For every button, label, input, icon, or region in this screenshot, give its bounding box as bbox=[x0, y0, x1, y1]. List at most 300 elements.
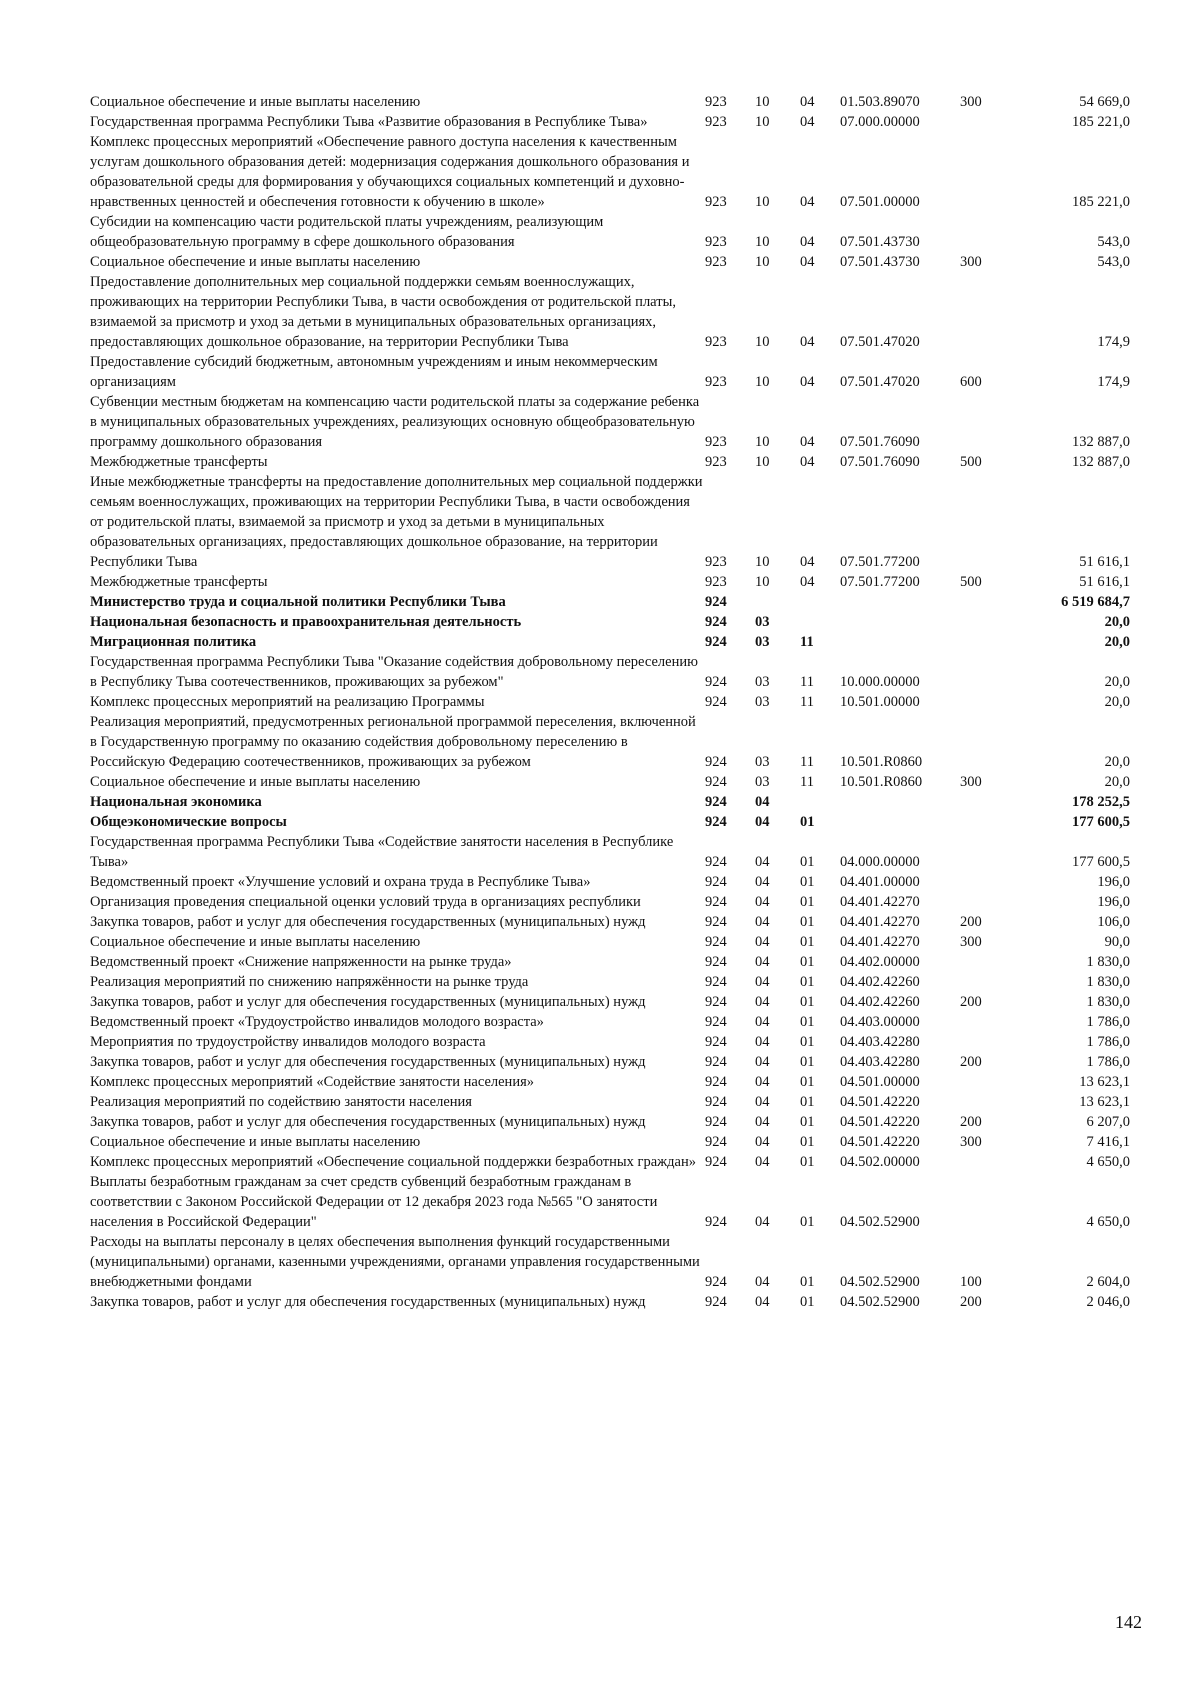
row-target-article: 07.501.77200 bbox=[840, 554, 920, 570]
table-row bbox=[90, 1112, 1130, 1132]
row-grbs-code: 923 bbox=[705, 374, 727, 390]
row-subsection-code: 01 bbox=[800, 1074, 815, 1090]
row-section-code: 04 bbox=[755, 1154, 770, 1170]
row-grbs-code: 924 bbox=[705, 934, 727, 950]
row-subsection-code: 01 bbox=[800, 914, 815, 930]
row-subsection-code: 04 bbox=[800, 574, 815, 590]
row-subsection-code: 11 bbox=[800, 674, 814, 690]
row-target-article: 10.501.R0860 bbox=[840, 774, 923, 790]
row-name: Ведомственный проект «Улучшение условий и охрана труда в Республике Тыва» bbox=[90, 874, 591, 890]
row-amount: 196,0 bbox=[1097, 874, 1130, 890]
row-section-code: 10 bbox=[755, 374, 770, 390]
row-target-article: 04.502.52900 bbox=[840, 1274, 920, 1290]
row-expense-type bbox=[960, 1072, 1010, 1092]
row-subsection-code bbox=[800, 612, 840, 632]
row-grbs-code: 924 bbox=[705, 1114, 727, 1130]
row-section-code: 10 bbox=[755, 554, 770, 570]
row-target-article: 04.401.42270 bbox=[840, 934, 920, 950]
row-target-article: 07.501.47020 bbox=[840, 374, 920, 390]
row-expense-type: 100 bbox=[960, 1274, 982, 1290]
row-expense-type bbox=[960, 712, 1010, 772]
row-target-article bbox=[840, 792, 960, 812]
row-grbs-code: 924 bbox=[705, 1014, 727, 1030]
row-name: Закупка товаров, работ и услуг для обеспечения государственных (муниципальных) нужд bbox=[90, 994, 646, 1010]
row-section-code: 04 bbox=[755, 854, 770, 870]
row-name: Национальная безопасность и правоохранительная деятельность bbox=[90, 614, 522, 630]
row-section-code bbox=[755, 592, 800, 612]
row-amount: 20,0 bbox=[1104, 614, 1130, 630]
row-grbs-code: 924 bbox=[705, 1034, 727, 1050]
table-row bbox=[90, 92, 1130, 112]
row-expense-type bbox=[960, 132, 1010, 212]
row-target-article: 04.502.52900 bbox=[840, 1294, 920, 1310]
row-name: Мероприятия по трудоустройству инвалидов молодого возраста bbox=[90, 1034, 486, 1050]
row-amount: 1 786,0 bbox=[1086, 1054, 1130, 1070]
row-grbs-code: 923 bbox=[705, 254, 727, 270]
row-name: Межбюджетные трансферты bbox=[90, 454, 268, 470]
row-name: Реализация мероприятий по снижению напряжённости на рынке труда bbox=[90, 974, 529, 990]
table-row bbox=[90, 1132, 1130, 1152]
row-subsection-code: 04 bbox=[800, 554, 815, 570]
row-subsection-code bbox=[800, 592, 840, 612]
row-expense-type bbox=[960, 1172, 1010, 1232]
row-amount: 7 416,1 bbox=[1086, 1134, 1130, 1150]
row-amount: 543,0 bbox=[1097, 234, 1130, 250]
row-section-code: 04 bbox=[755, 814, 770, 830]
table-row bbox=[90, 832, 1130, 872]
row-target-article: 04.401.42270 bbox=[840, 914, 920, 930]
row-name: Комплекс процессных мероприятий на реализацию Программы bbox=[90, 694, 485, 710]
table-row bbox=[90, 212, 1130, 252]
row-target-article: 07.000.00000 bbox=[840, 114, 920, 130]
row-grbs-code: 924 bbox=[705, 874, 727, 890]
row-section-code: 10 bbox=[755, 434, 770, 450]
row-grbs-code: 924 bbox=[705, 674, 727, 690]
row-target-article bbox=[840, 592, 960, 612]
row-target-article: 04.401.42270 bbox=[840, 894, 920, 910]
budget-table-body bbox=[90, 92, 1130, 1312]
row-expense-type bbox=[960, 792, 1010, 812]
row-amount: 20,0 bbox=[1104, 694, 1130, 710]
row-amount: 106,0 bbox=[1097, 914, 1130, 930]
row-subsection-code: 04 bbox=[800, 434, 815, 450]
row-expense-type bbox=[960, 112, 1010, 132]
row-amount: 20,0 bbox=[1104, 674, 1130, 690]
row-subsection-code bbox=[800, 792, 840, 812]
row-target-article: 04.502.52900 bbox=[840, 1214, 920, 1230]
row-target-article: 04.501.00000 bbox=[840, 1074, 920, 1090]
row-subsection-code: 01 bbox=[800, 1294, 815, 1310]
row-subsection-code: 01 bbox=[800, 934, 815, 950]
row-subsection-code: 01 bbox=[800, 1014, 815, 1030]
row-expense-type bbox=[960, 212, 1010, 252]
row-section-code: 10 bbox=[755, 114, 770, 130]
row-name: Миграционная политика bbox=[90, 634, 257, 650]
row-name: Комплекс процессных мероприятий «Содействие занятости населения» bbox=[90, 1074, 534, 1090]
row-section-code: 04 bbox=[755, 1274, 770, 1290]
row-target-article: 04.000.00000 bbox=[840, 854, 920, 870]
row-expense-type bbox=[960, 1012, 1010, 1032]
row-section-code: 04 bbox=[755, 894, 770, 910]
row-name: Государственная программа Республики Тыва «Развитие образования в Республике Тыва» bbox=[90, 114, 648, 130]
row-expense-type bbox=[960, 472, 1010, 572]
row-expense-type: 500 bbox=[960, 574, 982, 590]
row-amount: 174,9 bbox=[1097, 374, 1130, 390]
table-row bbox=[90, 1292, 1130, 1312]
row-amount: 185 221,0 bbox=[1072, 114, 1130, 130]
row-subsection-code: 01 bbox=[800, 1094, 815, 1110]
row-amount: 177 600,5 bbox=[1072, 814, 1130, 830]
row-subsection-code: 01 bbox=[800, 814, 815, 830]
row-amount: 20,0 bbox=[1104, 634, 1130, 650]
row-name: Предоставление субсидий бюджетным, автономным учреждениям и иным некоммерческим организациям bbox=[90, 354, 658, 390]
row-expense-type bbox=[960, 392, 1010, 452]
row-amount: 177 600,5 bbox=[1072, 854, 1130, 870]
row-amount: 196,0 bbox=[1097, 894, 1130, 910]
row-amount: 6 207,0 bbox=[1086, 1114, 1130, 1130]
row-amount: 20,0 bbox=[1104, 754, 1130, 770]
row-amount: 1 786,0 bbox=[1086, 1034, 1130, 1050]
table-row bbox=[90, 1072, 1130, 1092]
row-grbs-code: 924 bbox=[705, 814, 727, 830]
row-expense-type: 200 bbox=[960, 994, 982, 1010]
table-row bbox=[90, 992, 1130, 1012]
table-row bbox=[90, 712, 1130, 772]
row-grbs-code: 924 bbox=[705, 854, 727, 870]
row-name: Расходы на выплаты персоналу в целях обеспечения выполнения функций государственными (муниципальными) органами, казенными учреждениями, органами управления государственными внебюджетными фондами bbox=[90, 1234, 700, 1290]
row-target-article: 04.403.42280 bbox=[840, 1054, 920, 1070]
row-section-code: 04 bbox=[755, 1074, 770, 1090]
row-expense-type bbox=[960, 1032, 1010, 1052]
table-row bbox=[90, 652, 1130, 692]
row-amount: 54 669,0 bbox=[1079, 94, 1130, 110]
row-target-article: 07.501.76090 bbox=[840, 454, 920, 470]
row-target-article: 04.402.00000 bbox=[840, 954, 920, 970]
row-name: Социальное обеспечение и иные выплаты населению bbox=[90, 934, 421, 950]
row-target-article: 07.501.76090 bbox=[840, 434, 920, 450]
table-row bbox=[90, 792, 1130, 812]
row-name: Иные межбюджетные трансферты на предоставление дополнительных мер социальной поддержки семьям военнослужащих, проживающих на территории Республики Тыва, в части освобождения от родительской платы, взимаемой за присмотр и уход за детьми в муниципальных образовательных организациях, предоставляющих дошкольное образование, на территории Республики Тыва bbox=[90, 474, 703, 570]
row-section-code: 10 bbox=[755, 254, 770, 270]
row-amount: 543,0 bbox=[1097, 254, 1130, 270]
row-expense-type bbox=[960, 652, 1010, 692]
row-subsection-code: 01 bbox=[800, 894, 815, 910]
row-section-code: 10 bbox=[755, 94, 770, 110]
row-section-code: 04 bbox=[755, 1094, 770, 1110]
row-target-article: 10.501.R0860 bbox=[840, 754, 923, 770]
row-grbs-code: 923 bbox=[705, 234, 727, 250]
table-row bbox=[90, 932, 1130, 952]
row-amount: 90,0 bbox=[1104, 934, 1130, 950]
row-target-article: 10.501.00000 bbox=[840, 694, 920, 710]
row-section-code: 03 bbox=[755, 614, 770, 630]
table-row bbox=[90, 892, 1130, 912]
row-target-article: 07.501.43730 bbox=[840, 234, 920, 250]
row-section-code: 04 bbox=[755, 1294, 770, 1310]
row-section-code: 04 bbox=[755, 1214, 770, 1230]
row-section-code: 10 bbox=[755, 574, 770, 590]
row-subsection-code: 01 bbox=[800, 854, 815, 870]
row-target-article: 01.503.89070 bbox=[840, 94, 920, 110]
table-row bbox=[90, 272, 1130, 352]
table-row bbox=[90, 1032, 1130, 1052]
row-name: Предоставление дополнительных мер социальной поддержки семьям военнослужащих, проживающих на территории Республики Тыва, в части освобождения от родительской платы, взимаемой за присмотр и уход за детьми в муниципальных образовательных организациях, предоставляющих дошкольное образование, на территории Республики Тыва bbox=[90, 274, 676, 350]
row-name: Ведомственный проект «Трудоустройство инвалидов молодого возраста» bbox=[90, 1014, 544, 1030]
table-row bbox=[90, 572, 1130, 592]
table-row bbox=[90, 1012, 1130, 1032]
row-target-article: 04.401.00000 bbox=[840, 874, 920, 890]
row-grbs-code: 924 bbox=[705, 894, 727, 910]
table-row bbox=[90, 872, 1130, 892]
row-grbs-code: 923 bbox=[705, 574, 727, 590]
table-row bbox=[90, 592, 1130, 612]
row-grbs-code: 923 bbox=[705, 114, 727, 130]
row-subsection-code: 11 bbox=[800, 754, 814, 770]
row-amount: 174,9 bbox=[1097, 334, 1130, 350]
row-subsection-code: 01 bbox=[800, 974, 815, 990]
row-name: Комплекс процессных мероприятий «Обеспечение социальной поддержки безработных граждан» bbox=[90, 1154, 696, 1170]
row-grbs-code: 923 bbox=[705, 554, 727, 570]
row-name: Субсидии на компенсацию части родительской платы учреждениям, реализующим общеобразовательную программу в сфере дошкольного образования bbox=[90, 214, 604, 250]
row-subsection-code: 01 bbox=[800, 1134, 815, 1150]
row-target-article: 04.402.42260 bbox=[840, 994, 920, 1010]
row-name: Закупка товаров, работ и услуг для обеспечения государственных (муниципальных) нужд bbox=[90, 1114, 646, 1130]
table-row bbox=[90, 452, 1130, 472]
page-number: 142 bbox=[1115, 1612, 1142, 1632]
table-row bbox=[90, 632, 1130, 652]
row-subsection-code: 01 bbox=[800, 1154, 815, 1170]
row-amount: 51 616,1 bbox=[1079, 574, 1130, 590]
table-row bbox=[90, 612, 1130, 632]
row-expense-type: 200 bbox=[960, 914, 982, 930]
row-name: Социальное обеспечение и иные выплаты населению bbox=[90, 1134, 421, 1150]
row-name: Социальное обеспечение и иные выплаты населению bbox=[90, 774, 421, 790]
row-name: Субвенции местным бюджетам на компенсацию части родительской платы за содержание ребенка в муниципальных образовательных учреждениях, реализующих основную общеобразовательную программу дошкольного образования bbox=[90, 394, 700, 450]
row-section-code: 04 bbox=[755, 1034, 770, 1050]
row-grbs-code: 924 bbox=[705, 1154, 727, 1170]
row-grbs-code: 924 bbox=[705, 1214, 727, 1230]
table-row bbox=[90, 1092, 1130, 1112]
row-name: Закупка товаров, работ и услуг для обеспечения государственных (муниципальных) нужд bbox=[90, 1054, 646, 1070]
row-name: Закупка товаров, работ и услуг для обеспечения государственных (муниципальных) нужд bbox=[90, 1294, 646, 1310]
row-amount: 4 650,0 bbox=[1086, 1214, 1130, 1230]
row-grbs-code: 924 bbox=[705, 774, 727, 790]
table-row bbox=[90, 252, 1130, 272]
row-amount: 2 046,0 bbox=[1086, 1294, 1130, 1310]
row-section-code: 04 bbox=[755, 1134, 770, 1150]
row-expense-type bbox=[960, 612, 1010, 632]
row-grbs-code: 924 bbox=[705, 974, 727, 990]
row-grbs-code: 924 bbox=[705, 1054, 727, 1070]
row-section-code: 10 bbox=[755, 234, 770, 250]
row-amount: 13 623,1 bbox=[1079, 1094, 1130, 1110]
row-target-article: 07.501.47020 bbox=[840, 334, 920, 350]
row-name: Закупка товаров, работ и услуг для обеспечения государственных (муниципальных) нужд bbox=[90, 914, 646, 930]
row-subsection-code: 01 bbox=[800, 954, 815, 970]
row-section-code: 04 bbox=[755, 934, 770, 950]
table-row bbox=[90, 972, 1130, 992]
row-section-code: 04 bbox=[755, 1054, 770, 1070]
row-section-code: 10 bbox=[755, 454, 770, 470]
row-name: Социальное обеспечение и иные выплаты населению bbox=[90, 94, 421, 110]
row-target-article: 04.501.42220 bbox=[840, 1114, 920, 1130]
table-row bbox=[90, 772, 1130, 792]
row-expense-type bbox=[960, 592, 1010, 612]
row-subsection-code: 01 bbox=[800, 1054, 815, 1070]
row-expense-type bbox=[960, 1152, 1010, 1172]
row-target-article: 07.501.43730 bbox=[840, 254, 920, 270]
table-row bbox=[90, 1232, 1130, 1292]
row-name: Комплекс процессных мероприятий «Обеспечение равного доступа населения к качественным услугам дошкольного образования детей: модернизация содержания дошкольного образования и образовательной среды для формирования у обучающихся социальных компетенций и духовно-нравственных ценностей и обеспечения готовности к обучению в школе» bbox=[90, 134, 690, 210]
row-grbs-code: 923 bbox=[705, 94, 727, 110]
budget-table bbox=[90, 92, 1130, 1312]
row-grbs-code: 924 bbox=[705, 694, 727, 710]
row-subsection-code: 01 bbox=[800, 1214, 815, 1230]
row-expense-type bbox=[960, 892, 1010, 912]
row-amount: 1 830,0 bbox=[1086, 974, 1130, 990]
row-amount: 51 616,1 bbox=[1079, 554, 1130, 570]
row-grbs-code: 923 bbox=[705, 334, 727, 350]
row-grbs-code: 924 bbox=[705, 1134, 727, 1150]
row-subsection-code: 01 bbox=[800, 1114, 815, 1130]
row-subsection-code: 04 bbox=[800, 194, 815, 210]
row-target-article: 04.403.42280 bbox=[840, 1034, 920, 1050]
row-target-article bbox=[840, 612, 960, 632]
row-grbs-code: 923 bbox=[705, 454, 727, 470]
row-grbs-code: 924 bbox=[705, 614, 727, 630]
row-grbs-code: 924 bbox=[705, 1094, 727, 1110]
row-section-code: 04 bbox=[755, 914, 770, 930]
row-name: Реализация мероприятий по содействию занятости населения bbox=[90, 1094, 472, 1110]
row-grbs-code: 923 bbox=[705, 194, 727, 210]
row-expense-type: 200 bbox=[960, 1114, 982, 1130]
row-section-code: 04 bbox=[755, 874, 770, 890]
row-name: Государственная программа Республики Тыва "Оказание содействия добровольному переселению в Республику Тыва соотечественников, проживающих за рубежом" bbox=[90, 654, 698, 690]
row-target-article: 04.402.42260 bbox=[840, 974, 920, 990]
table-row bbox=[90, 1152, 1130, 1172]
row-amount: 185 221,0 bbox=[1072, 194, 1130, 210]
row-target-article: 10.000.00000 bbox=[840, 674, 920, 690]
row-section-code: 04 bbox=[755, 1114, 770, 1130]
row-name: Общеэкономические вопросы bbox=[90, 814, 287, 830]
row-amount: 2 604,0 bbox=[1086, 1274, 1130, 1290]
row-subsection-code: 11 bbox=[800, 774, 814, 790]
table-row bbox=[90, 1052, 1130, 1072]
row-section-code: 10 bbox=[755, 334, 770, 350]
row-name: Реализация мероприятий, предусмотренных региональной программой переселения, включенной в Государственную программу по оказанию содействия добровольному переселению в Российскую Федерацию соотечественников, проживающих за рубежом bbox=[90, 714, 696, 770]
table-row bbox=[90, 912, 1130, 932]
row-subsection-code: 04 bbox=[800, 234, 815, 250]
row-section-code: 04 bbox=[755, 794, 770, 810]
row-section-code: 03 bbox=[755, 694, 770, 710]
row-expense-type: 300 bbox=[960, 254, 982, 270]
row-target-article: 04.502.00000 bbox=[840, 1154, 920, 1170]
row-target-article: 04.501.42220 bbox=[840, 1134, 920, 1150]
row-target-article: 07.501.77200 bbox=[840, 574, 920, 590]
row-target-article: 04.501.42220 bbox=[840, 1094, 920, 1110]
row-target-article: 04.403.00000 bbox=[840, 1014, 920, 1030]
row-grbs-code: 924 bbox=[705, 794, 727, 810]
table-row bbox=[90, 112, 1130, 132]
row-grbs-code: 924 bbox=[705, 754, 727, 770]
row-grbs-code: 924 bbox=[705, 954, 727, 970]
row-grbs-code: 924 bbox=[705, 994, 727, 1010]
row-section-code: 03 bbox=[755, 634, 770, 650]
row-amount: 4 650,0 bbox=[1086, 1154, 1130, 1170]
row-subsection-code: 04 bbox=[800, 334, 815, 350]
row-section-code: 04 bbox=[755, 994, 770, 1010]
row-subsection-code: 04 bbox=[800, 94, 815, 110]
row-amount: 1 830,0 bbox=[1086, 954, 1130, 970]
row-amount: 178 252,5 bbox=[1072, 794, 1130, 810]
row-expense-type bbox=[960, 952, 1010, 972]
row-subsection-code: 04 bbox=[800, 254, 815, 270]
row-expense-type: 300 bbox=[960, 94, 982, 110]
table-row bbox=[90, 952, 1130, 972]
row-name: Государственная программа Республики Тыва «Содействие занятости населения в Республике Тыва» bbox=[90, 834, 674, 870]
table-row bbox=[90, 392, 1130, 452]
row-section-code: 04 bbox=[755, 974, 770, 990]
row-target-article bbox=[840, 632, 960, 652]
row-subsection-code: 04 bbox=[800, 114, 815, 130]
row-section-code: 10 bbox=[755, 194, 770, 210]
row-subsection-code: 11 bbox=[800, 634, 814, 650]
row-name: Межбюджетные трансферты bbox=[90, 574, 268, 590]
row-section-code: 04 bbox=[755, 954, 770, 970]
row-amount: 132 887,0 bbox=[1072, 434, 1130, 450]
row-expense-type bbox=[960, 632, 1010, 652]
row-expense-type bbox=[960, 692, 1010, 712]
row-subsection-code: 11 bbox=[800, 694, 814, 710]
row-target-article: 07.501.00000 bbox=[840, 194, 920, 210]
row-grbs-code: 924 bbox=[705, 1074, 727, 1090]
row-expense-type: 300 bbox=[960, 774, 982, 790]
row-subsection-code: 04 bbox=[800, 374, 815, 390]
row-section-code: 03 bbox=[755, 674, 770, 690]
row-grbs-code: 924 bbox=[705, 1294, 727, 1310]
table-row bbox=[90, 812, 1130, 832]
row-name: Организация проведения специальной оценки условий труда в организациях республики bbox=[90, 894, 641, 910]
row-expense-type bbox=[960, 972, 1010, 992]
row-amount: 20,0 bbox=[1104, 774, 1130, 790]
table-row bbox=[90, 472, 1130, 572]
row-expense-type bbox=[960, 272, 1010, 352]
row-expense-type bbox=[960, 812, 1010, 832]
table-row bbox=[90, 692, 1130, 712]
table-row bbox=[90, 132, 1130, 212]
row-name: Выплаты безработным гражданам за счет средств субвенций безработным гражданам в соответствии с Законом Российской Федерации от 12 декабря 2023 года №565 "О занятости населения в Российской Федерации" bbox=[90, 1174, 658, 1230]
row-amount: 13 623,1 bbox=[1079, 1074, 1130, 1090]
row-subsection-code: 01 bbox=[800, 874, 815, 890]
row-expense-type: 300 bbox=[960, 934, 982, 950]
row-expense-type bbox=[960, 832, 1010, 872]
row-subsection-code: 01 bbox=[800, 1274, 815, 1290]
row-name: Ведомственный проект «Снижение напряженности на рынке труда» bbox=[90, 954, 512, 970]
row-amount: 132 887,0 bbox=[1072, 454, 1130, 470]
row-subsection-code: 04 bbox=[800, 454, 815, 470]
row-grbs-code: 924 bbox=[705, 1274, 727, 1290]
row-subsection-code: 01 bbox=[800, 1034, 815, 1050]
row-expense-type: 300 bbox=[960, 1134, 982, 1150]
row-section-code: 03 bbox=[755, 754, 770, 770]
row-grbs-code: 924 bbox=[705, 914, 727, 930]
row-name: Министерство труда и социальной политики Республики Тыва bbox=[90, 594, 506, 610]
row-expense-type: 500 bbox=[960, 454, 982, 470]
row-grbs-code: 924 bbox=[705, 634, 727, 650]
row-name: Социальное обеспечение и иные выплаты населению bbox=[90, 254, 421, 270]
row-expense-type: 600 bbox=[960, 374, 982, 390]
row-grbs-code: 924 bbox=[705, 594, 727, 610]
